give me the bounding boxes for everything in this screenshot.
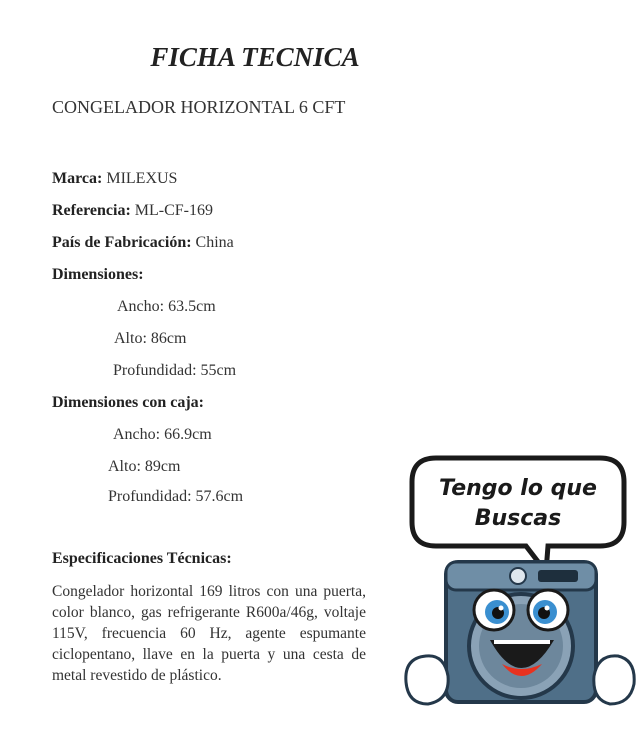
field-pais xyxy=(52,234,234,252)
field-referencia-value: ML-CF-169 xyxy=(134,202,214,219)
field-referencia xyxy=(52,202,213,220)
dimension-ancho: Ancho: 63.5cm xyxy=(117,298,216,315)
especificaciones-heading: Especificaciones Técnicas: xyxy=(52,550,232,567)
sticker-line-2: Buscas xyxy=(474,506,562,531)
field-referencia-label: Referencia: xyxy=(52,202,131,219)
field-pais-label: País de Fabricación: xyxy=(52,234,192,251)
dimension-alto: Alto: 86cm xyxy=(114,330,187,347)
dimensiones-heading xyxy=(52,266,144,284)
sticker xyxy=(398,450,638,730)
sticker-line-1: Tengo lo que xyxy=(439,476,597,501)
product-subtitle: CONGELADOR HORIZONTAL 6 CFT xyxy=(52,97,346,117)
field-marca-label: Marca: xyxy=(52,170,103,187)
field-marca-value: MILEXUS xyxy=(106,170,178,187)
field-pais-value: China xyxy=(195,234,234,251)
caja-profundidad: Profundidad: 57.6cm xyxy=(108,488,244,505)
caja-ancho: Ancho: 66.9cm xyxy=(113,426,212,443)
document-title: FICHA TECNICA xyxy=(150,42,360,72)
dimensiones-caja-heading xyxy=(52,394,204,412)
dimensiones-heading-label: Dimensiones: xyxy=(52,266,144,283)
dimensiones-caja-heading-label: Dimensiones con caja: xyxy=(52,394,204,411)
dimension-profundidad: Profundidad: 55cm xyxy=(113,362,237,379)
caja-alto: Alto: 89cm xyxy=(108,458,181,475)
especificaciones-text: Congelador horizontal 169 litros con una puerta, color blanco, gas refrigerante R600a/46g, voltaje 115V, frecuencia 60 Hz, agente espumante ciclopentano, llave en la puerta y una cesta de metal revestido de plástico. xyxy=(52,583,366,684)
field-marca xyxy=(52,170,177,188)
